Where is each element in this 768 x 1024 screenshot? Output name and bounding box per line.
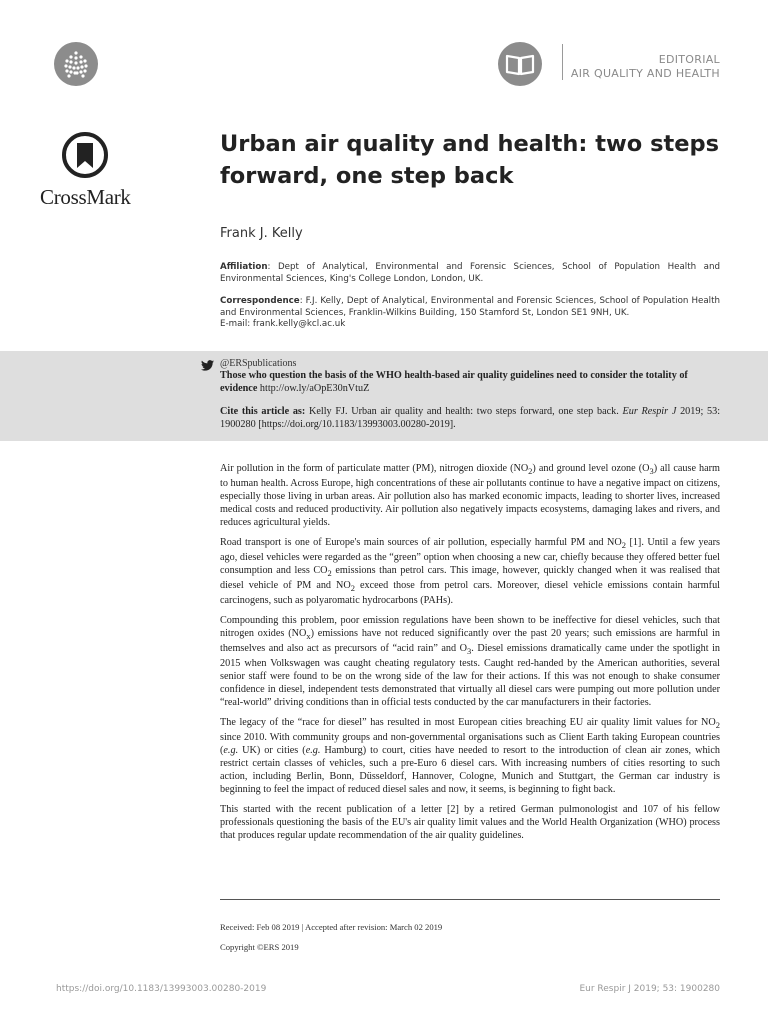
received-dates: Received: Feb 08 2019 | Accepted after revision: March 02 2019 (220, 922, 443, 932)
affiliation-text: : Dept of Analytical, Environmental and Forensic Sciences, School of Population Health and Environmental Sciences, King's College London, London, UK. (220, 262, 720, 284)
ers-lungs-icon (54, 42, 98, 86)
article-title: Urban air quality and health: two steps forward, one step back (220, 131, 719, 189)
footer-journal-ref: Eur Respir J 2019; 53: 1900280 (579, 984, 720, 994)
tweet-box (0, 351, 768, 441)
correspondence-label: Correspondence (220, 296, 300, 306)
ers-logo (54, 42, 98, 86)
citation-journal: Eur Respir J (622, 406, 677, 417)
copyright: Copyright ©ERS 2019 (220, 942, 299, 952)
paragraph-1: Air pollution in the form of particulate matter (PM), nitrogen dioxide $(NO_2)$ and ground level ozone $(O_3)$ all cause harm to human health. Across Europe, high concentrations of these air pollutants continue to have a negative impact on citizens, especially those living in urban areas. Air pollution also has marked economic impacts, leading to shorter lives, increased medical costs and reduced productivity. Air pollution also negatively impacts ecosystems, damaging lakes and rivers, and reduces agricultural yields. (220, 463, 720, 528)
paragraph-5: This started with the recent publication of a letter [2] by a retired German pulmonologist and 107 of his fellow professionals questioning the basis of the EU's air quality limit values and the World Health Organization (WHO) process that produces regular update recommendation of the air quality guidelines. (220, 804, 720, 841)
crossmark-badge[interactable] (40, 132, 130, 210)
footnote-divider (220, 899, 720, 900)
footer-doi[interactable]: https://doi.org/10.1183/13993003.00280-2019 (56, 984, 267, 994)
citation-details[interactable]: 2019; 53: 1900280 [https://doi.org/10.1183/13993003.00280-2019]. (220, 406, 721, 430)
article-body (220, 463, 720, 850)
correspondence (220, 296, 720, 331)
topic-label: AIR QUALITY AND HEALTH (570, 67, 720, 80)
tweet-text (220, 370, 720, 395)
citation-label: Cite this article as: (220, 406, 306, 417)
citation (220, 406, 720, 431)
paragraph-4: The legacy of the “race for diesel” has resulted in most European cities breaching EU air quality limit values for $NO_2$ since 2010. With community groups and non-governmental organisations such as Client Earth taking European countries (e.g. UK) or cities (e.g. Hamburg) to court, cities have needed to resort to the introduction of clean air zones, which restrict certain classes of vehicles, such a pre-Euro 6 diesel cars. With increasing numbers of cities resorting to such action, including Berlin, Bonn, Düsseldorf, Hannover, Cologne, Munich and Stuttgart, the German car industry is beginning to feel the impact of reduced diesel sales and now, it seems, is beginning to fight back. (220, 717, 720, 795)
tweet-link[interactable]: http://ow.ly/aOpE30nVtuZ (259, 382, 370, 394)
paragraph-3: Compounding this problem, poor emission regulations have been shown to be ineffective for diesel vehicles, such that nitrogen oxides $(NO_x)$ emissions have not reduced significantly over the past 20 years; such emissions are harmful in themselves and also act as precursors of “acid rain” and $O_3$. Diesel emissions dramatically came under the spotlight in 2015 when Volkswagen was caught cheating regulatory tests. Caught red-handed by the American authorities, several senior staff were found to be on the wrong side of the law for their actions. If this was not enough to shake consumer confidence in diesel, independent tests demonstrated that virtually all diesel cars were pumping out more pollution under “real-world” driving conditions than in official tests conducted by the car manufacturers in their factories. (220, 615, 721, 708)
correspondence-text: : F.J. Kelly, Dept of Analytical, Environmental and Forensic Sciences, School of Population Health and Environmental Sciences, Franklin-Wilkins Building, 150 Stamford St, London SE1 9NH, UK. (220, 296, 720, 318)
crossmark-label: CrossMark (40, 185, 131, 209)
section-label: EDITORIAL (658, 53, 720, 66)
paragraph-2: Road transport is one of Europe's main sources of air pollution, especially harmful PM and $NO_2$ [1]. Until a few years ago, diesel vehicles were regarded as the “green” option when choosing a new car, chiefly because they offered better fuel consumption and less $CO_2$ emissions than petrol cars. This image, however, quickly changed when it was realised that diesel vehicle of PM and $NO_2$ exceed those from petrol cars. Moreover, diesel vehicle emissions contain harmful carcinogens, such as polyaromatic hydrocarbons (PAHs). (220, 537, 721, 606)
author-name: Frank J. Kelly (220, 226, 303, 241)
open-book-icon (498, 42, 542, 86)
twitter-bird-icon (201, 360, 214, 371)
crossmark-icon (62, 132, 108, 178)
tweet-bold-text: Those who question the basis of the WHO health-based air quality guidelines need to consider the totality of evidence (220, 370, 688, 394)
affiliation-label: Affiliation (220, 262, 268, 272)
citation-text: Kelly FJ. Urban air quality and health: two steps forward, one step back. (309, 406, 619, 417)
email-line[interactable]: E-mail: frank.kelly@kcl.ac.uk (220, 319, 346, 330)
affiliation (220, 262, 720, 285)
book-logo (498, 42, 542, 86)
tweet-handle[interactable]: @ERSpublications (220, 358, 297, 369)
header-divider (562, 44, 563, 80)
